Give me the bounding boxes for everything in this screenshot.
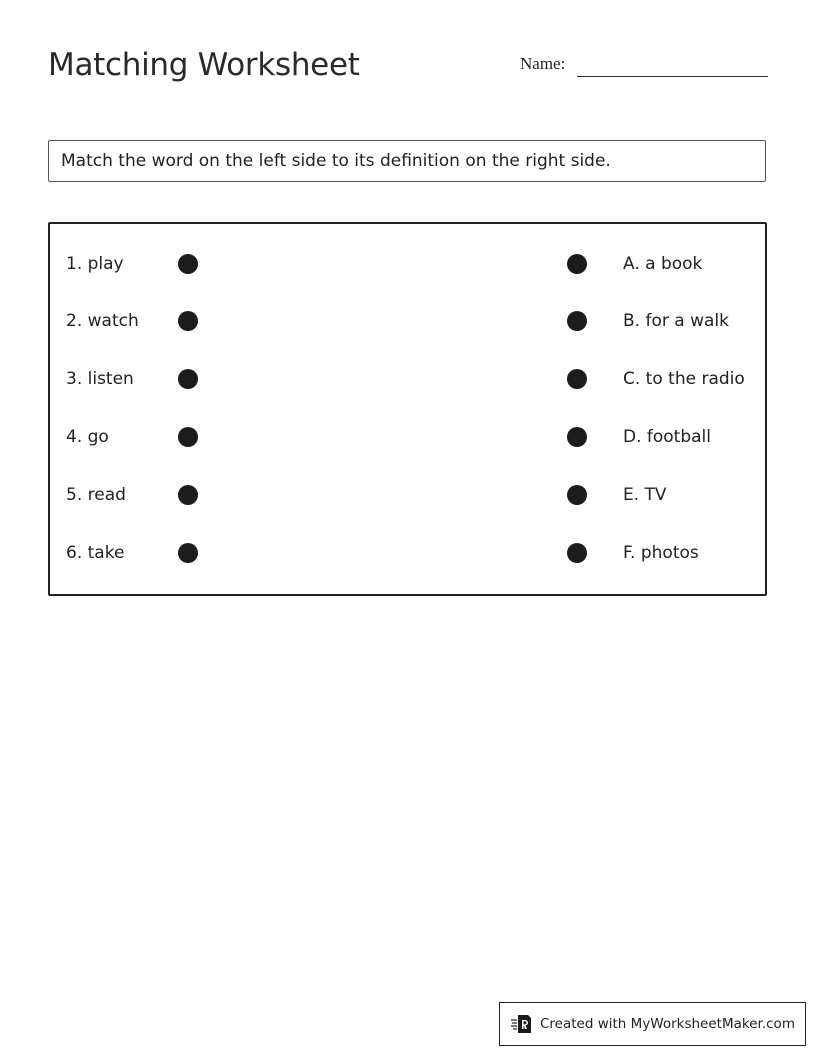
right-dot[interactable]	[567, 311, 587, 331]
word-item: 2. watch	[66, 311, 139, 331]
left-dot[interactable]	[178, 543, 198, 563]
definition-item: F. photos	[623, 543, 699, 563]
definition-item: B. for a walk	[623, 311, 729, 331]
word-item: 5. read	[66, 485, 126, 505]
left-dot[interactable]	[178, 485, 198, 505]
definition-item: C. to the radio	[623, 369, 745, 389]
match-row	[50, 538, 765, 568]
footer-credit-text: Created with MyWorksheetMaker.com	[540, 1016, 795, 1032]
definition-item: A. a book	[623, 254, 703, 274]
right-dot[interactable]	[567, 369, 587, 389]
definition-item: D. football	[623, 427, 712, 447]
word-item: 3. listen	[66, 369, 134, 389]
name-underline[interactable]	[577, 76, 768, 77]
match-row	[50, 306, 765, 336]
right-dot[interactable]	[567, 543, 587, 563]
name-field[interactable]	[520, 54, 768, 78]
match-row	[50, 422, 765, 452]
left-dot[interactable]	[178, 254, 198, 274]
left-dot[interactable]	[178, 369, 198, 389]
instructions-box: Match the word on the left side to its definition on the right side.	[48, 140, 766, 182]
match-row	[50, 480, 765, 510]
match-row	[50, 364, 765, 394]
word-item: 6. take	[66, 543, 125, 563]
match-row	[50, 249, 765, 279]
word-item: 1. play	[66, 254, 124, 274]
matching-box	[48, 222, 767, 596]
left-dot[interactable]	[178, 311, 198, 331]
name-label: Name:	[520, 54, 566, 73]
left-dot[interactable]	[178, 427, 198, 447]
right-dot[interactable]	[567, 427, 587, 447]
right-dot[interactable]	[567, 485, 587, 505]
right-dot[interactable]	[567, 254, 587, 274]
page-title: Matching Worksheet	[48, 47, 360, 83]
word-item: 4. go	[66, 427, 109, 447]
footer-credit[interactable]	[499, 1002, 806, 1046]
definition-item: E. TV	[623, 485, 667, 505]
worksheet-maker-logo-icon	[510, 1012, 534, 1036]
